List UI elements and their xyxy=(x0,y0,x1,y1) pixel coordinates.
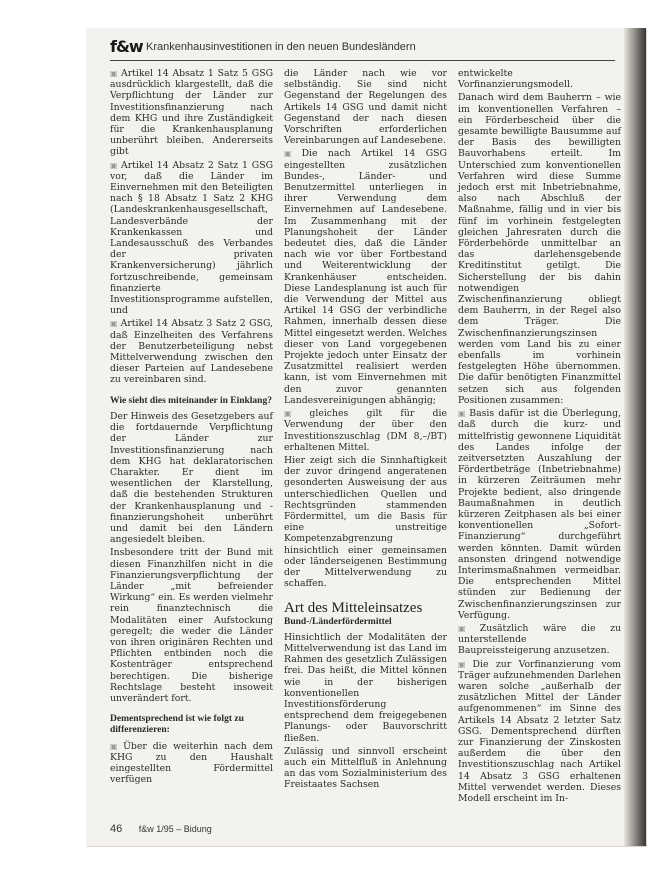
paragraph: Zulässig und sinnvoll erscheint auch ein Mittelfluß in Anlehnung an das vom Sozialministerium des Freistaates Sachsen xyxy=(284,745,447,791)
text-column-3 xyxy=(458,68,621,806)
paragraph: Danach wird dem Bauherrn – wie im konventionellen Verfahren – ein Förderbescheid über die gesamte bewilligte Bausumme auf der Basis des bewilligten Bauvorhabens erteilt. Im Unterschied zum konventionellen Verfahren wird diese Summe jedoch erst mit Inbetriebnahme, also nach Abschluß der Maßnahme, fällig und in vier bis fünf im vorhinein festgelegten gleichen Jahresraten durch die Förderbehörde unmittelbar an das darlehensgebende Kreditinstitut getilgt. Die Sicherstellung der bis dahin notwendigen Zwischenfinanzierung obliegt dem Bauherrn, in der Regel also dem Träger. Die Zwischenfinanzierungszinsen werden vom Land bis zu einer ebenfalls im vorhinein festgelegten Höhe übernommen. Die dafür benötigten Finanzmittel setzen sich aus folgenden Positionen zusammen: xyxy=(458,92,621,406)
text-column-2 xyxy=(284,68,447,793)
paragraph: entwickelte Vorfinanzierungsmodell. xyxy=(458,68,573,91)
paragraph: ▣ Artikel 14 Absatz 1 Satz 5 GSG ausdrücklich klargestellt, daß die Verpflichtung der Länder zur Investitionsfinanzierung nach dem KHG und ihre Zuständigkeit für die Krankenhausplanung unberührt bleiben. Andererseits gibt xyxy=(110,68,273,158)
paragraph: Hier zeigt sich die Sinnhaftigkeit der zuvor dringend angeratenen gesonderten Ausweisung der aus unterschiedlichen Quellen und Rechtsgründen stammenden Fördermittel, um die Basis für eine unstreitige Kompetenzabgrenzung hinsichtlich einer gemeinsamen oder länderseigenen Bestimmung der Mittelverwendung zu schaffen. xyxy=(284,454,447,590)
paragraph: die Länder nach wie vor selbständig. Sie sind nicht Gegenstand der Regelungen des Artikels 14 GSG und damit nicht Gegenstand der nach diesen Vorschriften erforderlichen Vereinbarungen auf Landesebene. xyxy=(284,68,447,147)
paragraph: Der Hinweis des Gesetzgebers auf die fortdauernde Verpflichtung der Länder zur Investitionsfinanzierung nach dem KHG hat deklaratorischen Charakter. Er dient im wesentlichen der Klarstellung, daß die bestehenden Strukturen der Krankenhausplanung und -finanzierungshoheit unberührt und damit bei den Ländern angesiedelt bleiben. xyxy=(110,410,273,546)
paragraph: ▣ Zusätzlich wäre die zu unterstellende Baupreissteigerung anzusetzen. xyxy=(458,623,621,657)
paragraph: ▣ Artikel 14 Absatz 3 Satz 2 GSG, daß Einzelheiten des Verfahrens der Benutzerbeteiligung nebst Mittelverwendung zwischen den dieser Parteien auf Landesebene zu vereinbaren sind. xyxy=(110,318,273,385)
paragraph: Hinsichtlich der Modalitäten der Mittelverwendung ist das Land im Rahmen des gesetzlich Zulässigen frei. Das heißt, die Mittel können wie in der bisherigen konventionellen Investitionsförderung entsprechend dem freigegebenen Planungs- oder Bauvorschritt fließen. xyxy=(284,631,447,744)
section-heading: Art des Mitteleinsatzes xyxy=(284,600,423,617)
journal-logo: f&w xyxy=(110,37,143,56)
subsection-heading: Bund-/Länderfördermittel xyxy=(284,616,392,627)
subheading: Dementsprechend ist wie folgt zu differenzieren: xyxy=(110,714,244,736)
magazine-page xyxy=(86,28,646,846)
paragraph: Insbesondere tritt der Bund mit diesen Finanzhilfen nicht in die Finanzierungsverpflichtung der Länder „mit befreiender Wirkung“ ein. Es werden vielmehr rein finanztechnisch die Modalitäten einer Aufstockung geregelt; die weder die Länder von ihren originären Rechten und Pflichten entbinden noch die Kostenträger entsprechend berechtigen. Die bisherige Rechtslage besteht insoweit unverändert fort. xyxy=(110,547,273,704)
header-title: Krankenhausinvestitionen in den neuen Bundesländern xyxy=(146,41,416,53)
paragraph: ▣ Basis dafür ist die Überlegung, daß durch die kurz- und mittelfristig gewonnene Liquidität des Landes infolge der zeitversetzten Auszahlung der Fördertbeträge (Inbetriebnahme) in kürzeren Zeiträumen mehr Projekte bedient, also dringende Baumaßnahmen in deutlich kürzeren Zeitphasen als bei einer konventionellen „Sofort-Finanzierung“ durchgeführt werden könnten. Damit würden ansonsten dringend notwendige Interimsmaßnahmen vermeidbar. Die entsprechenden Mittel stünden zur Bedienung der Zwischenfinanzierungszinsen zur Verfügung. xyxy=(458,408,621,621)
paragraph: ▣ Die nach Artikel 14 GSG eingestellten zusätzlichen Bundes-, Länder- und Benutzermittel unterliegen in ihrer Verwendung dem Einvernehmen auf Landesebene. Im Zusammenhang mit der Planungshoheit der Länder bedeutet dies, daß die Länder nach wie vor über Fortbestand und Weiterentwicklung der Krankenhäuser entscheiden. Diese Landesplanung ist auch für die Verwendung der Mittel aus Artikel 14 GSG der verbindliche Rahmen, innerhalb dessen diese Mittel eingesetzt werden. Welches dieser von Land vorgegebenen Projekte jedoch unter Einsatz der Zusatzmittel realisiert werden kann, ist vom Einvernehmen mit den zuvor genannten Landesvereinigungen abhängig; xyxy=(284,148,447,406)
subheading: Wie sieht dies miteinander in Einklang? xyxy=(110,395,272,406)
page-footer xyxy=(110,823,212,835)
paragraph: ▣ Die zur Vorfinanzierung vom Träger aufzunehmenden Darlehen waren solche „außerhalb der zusätzlichen Mittel der Länder aufgenommenen“ im Sinne des Artikels 14 Absatz 2 letzter Satz GSG. Dementsprechend dürften zur Finanzierung der Zinskosten außerdem die über den Investitionszuschlag nach Artikel 14 Absatz 3 GSG erhaltenen Mittel verwendet werden. Dieses Modell erscheint im In- xyxy=(458,659,621,805)
paragraph: ▣ gleiches gilt für die Verwendung der über den Investitionszuschlag (DM 8,–/BT) erhaltenen Mittel. xyxy=(284,408,447,453)
running-header xyxy=(110,34,615,61)
footer-journal: f&w 1/95 – Bidung xyxy=(138,824,212,834)
page-binding-shadow xyxy=(624,28,646,846)
paragraph: ▣ Über die weiterhin nach dem KHG zu den Haushalt eingestellten Fördermittel verfügen xyxy=(110,741,273,786)
page-number: 46 xyxy=(110,823,123,835)
paragraph: ▣ Artikel 14 Absatz 2 Satz 1 GSG vor, daß die Länder im Einvernehmen mit den Beteiligten nach § 18 Absatz 1 Satz 2 KHG (Landeskrankenhausgesellschaft, Landesverbände der Krankenkassen und Landesausschuß des Verbandes der privaten Krankenversicherung) jährlich fortzuschreibende, gemeinsam finanzierte Investitionsprogramme aufstellen, und xyxy=(110,160,273,317)
text-column-1 xyxy=(110,68,273,787)
